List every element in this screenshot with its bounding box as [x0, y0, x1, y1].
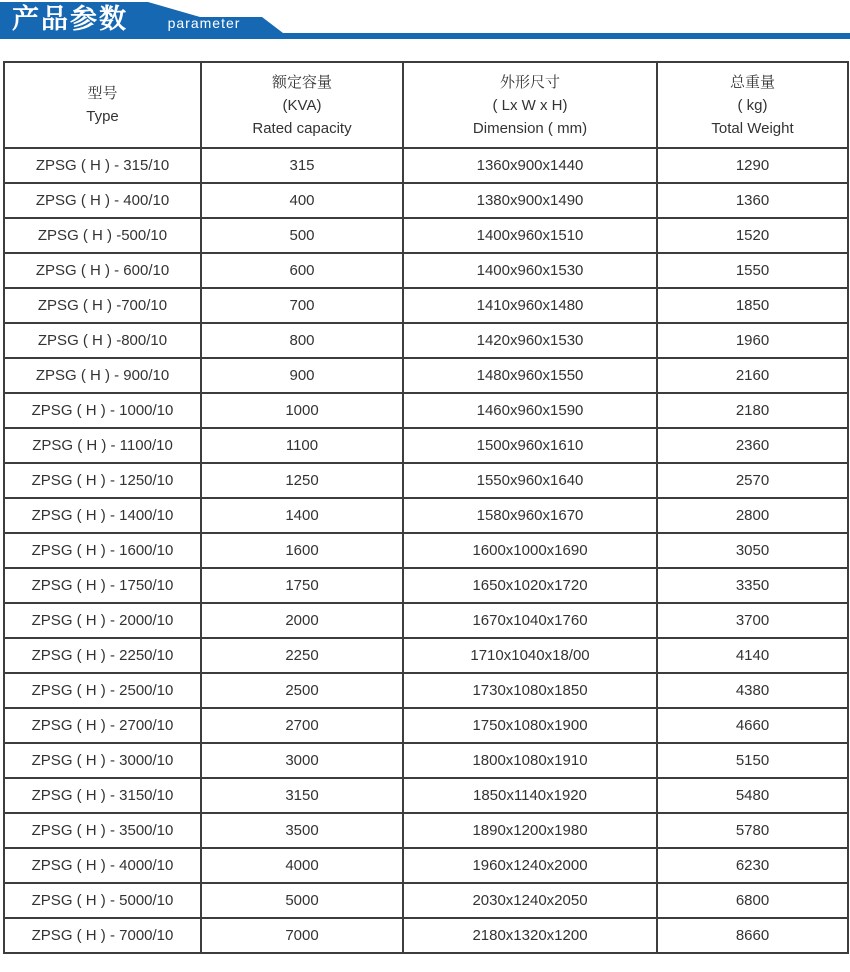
cell-model: ZPSG ( H ) - 4000/10 — [4, 848, 201, 883]
table-header — [4, 62, 848, 148]
cell-dimension: 1600x1000x1690 — [403, 533, 657, 568]
cell-weight: 1850 — [657, 288, 848, 323]
cell-dimension: 1890x1200x1980 — [403, 813, 657, 848]
cell-capacity: 5000 — [201, 883, 403, 918]
header-line: Dimension ( mm) — [472, 119, 588, 137]
cell-capacity: 800 — [201, 323, 403, 358]
cell-dimension: 1380x900x1490 — [403, 183, 657, 218]
cell-model: ZPSG ( H ) - 3000/10 — [4, 743, 201, 778]
cell-model: ZPSG ( H ) - 7000/10 — [4, 918, 201, 953]
section-header-banner — [0, 0, 850, 44]
column-header-weight — [657, 62, 848, 148]
cell-dimension: 1730x1080x1850 — [403, 673, 657, 708]
cell-weight: 1520 — [657, 218, 848, 253]
table-body — [4, 148, 848, 953]
cell-weight: 6800 — [657, 883, 848, 918]
table-row — [4, 148, 848, 183]
cell-model: ZPSG ( H ) - 3150/10 — [4, 778, 201, 813]
table-row — [4, 813, 848, 848]
cell-capacity: 1600 — [201, 533, 403, 568]
cell-capacity: 3000 — [201, 743, 403, 778]
cell-model: ZPSG ( H ) - 1000/10 — [4, 393, 201, 428]
cell-capacity: 600 — [201, 253, 403, 288]
header-line: Total Weight — [711, 119, 794, 137]
table-row — [4, 428, 848, 463]
cell-capacity: 700 — [201, 288, 403, 323]
section-subtitle: parameter — [167, 15, 241, 31]
header-line: Rated capacity — [252, 119, 352, 137]
cell-model: ZPSG ( H ) - 315/10 — [4, 148, 201, 183]
column-header-capacity — [201, 62, 403, 148]
cell-weight: 4660 — [657, 708, 848, 743]
cell-model: ZPSG ( H ) - 1250/10 — [4, 463, 201, 498]
cell-capacity: 900 — [201, 358, 403, 393]
cell-capacity: 2500 — [201, 673, 403, 708]
cell-dimension: 1710x1040x18/00 — [403, 638, 657, 673]
column-header-model — [4, 62, 201, 148]
table-row — [4, 183, 848, 218]
cell-model: ZPSG ( H ) - 2000/10 — [4, 603, 201, 638]
cell-weight: 1290 — [657, 148, 848, 183]
cell-weight: 2160 — [657, 358, 848, 393]
cell-dimension: 1650x1020x1720 — [403, 568, 657, 603]
cell-capacity: 7000 — [201, 918, 403, 953]
cell-model: ZPSG ( H ) - 1400/10 — [4, 498, 201, 533]
header-line: ( Lx W x H) — [492, 96, 568, 114]
table-row — [4, 673, 848, 708]
cell-model: ZPSG ( H ) - 1750/10 — [4, 568, 201, 603]
table-row — [4, 463, 848, 498]
cell-model: ZPSG ( H ) - 5000/10 — [4, 883, 201, 918]
cell-capacity: 1100 — [201, 428, 403, 463]
cell-model: ZPSG ( H ) - 600/10 — [4, 253, 201, 288]
cell-capacity: 1750 — [201, 568, 403, 603]
table-row — [4, 848, 848, 883]
cell-weight: 5150 — [657, 743, 848, 778]
table-row — [4, 393, 848, 428]
table-row — [4, 638, 848, 673]
cell-weight: 2800 — [657, 498, 848, 533]
header-line: ( kg) — [737, 96, 768, 114]
cell-weight: 8660 — [657, 918, 848, 953]
cell-weight: 1360 — [657, 183, 848, 218]
cell-dimension: 1460x960x1590 — [403, 393, 657, 428]
cell-weight: 2180 — [657, 393, 848, 428]
cell-dimension: 1580x960x1670 — [403, 498, 657, 533]
cell-dimension: 1670x1040x1760 — [403, 603, 657, 638]
cell-model: ZPSG ( H ) -700/10 — [4, 288, 201, 323]
table-row — [4, 533, 848, 568]
cell-dimension: 1500x960x1610 — [403, 428, 657, 463]
cell-dimension: 1800x1080x1910 — [403, 743, 657, 778]
cell-capacity: 2250 — [201, 638, 403, 673]
cell-dimension: 1480x960x1550 — [403, 358, 657, 393]
table-row — [4, 708, 848, 743]
cell-capacity: 1250 — [201, 463, 403, 498]
cell-weight: 6230 — [657, 848, 848, 883]
cell-dimension: 1960x1240x2000 — [403, 848, 657, 883]
cell-dimension: 1360x900x1440 — [403, 148, 657, 183]
cell-capacity: 2000 — [201, 603, 403, 638]
cell-model: ZPSG ( H ) - 2500/10 — [4, 673, 201, 708]
header-row — [4, 62, 848, 148]
cell-model: ZPSG ( H ) - 400/10 — [4, 183, 201, 218]
table-row — [4, 743, 848, 778]
header-line: 型号 — [87, 85, 118, 102]
cell-capacity: 315 — [201, 148, 403, 183]
cell-weight: 2360 — [657, 428, 848, 463]
cell-dimension: 1420x960x1530 — [403, 323, 657, 358]
cell-dimension: 1750x1080x1900 — [403, 708, 657, 743]
cell-dimension: 1400x960x1510 — [403, 218, 657, 253]
cell-capacity: 4000 — [201, 848, 403, 883]
cell-model: ZPSG ( H ) - 2250/10 — [4, 638, 201, 673]
cell-weight: 2570 — [657, 463, 848, 498]
cell-model: ZPSG ( H ) - 2700/10 — [4, 708, 201, 743]
cell-weight: 5780 — [657, 813, 848, 848]
cell-model: ZPSG ( H ) - 1100/10 — [4, 428, 201, 463]
cell-weight: 1550 — [657, 253, 848, 288]
cell-model: ZPSG ( H ) -500/10 — [4, 218, 201, 253]
cell-model: ZPSG ( H ) - 900/10 — [4, 358, 201, 393]
cell-dimension: 1850x1140x1920 — [403, 778, 657, 813]
cell-model: ZPSG ( H ) - 3500/10 — [4, 813, 201, 848]
header-line: 额定容量 — [271, 73, 332, 91]
cell-weight: 4140 — [657, 638, 848, 673]
cell-dimension: 1400x960x1530 — [403, 253, 657, 288]
table-row — [4, 778, 848, 813]
header-line: Type — [86, 108, 119, 125]
cell-weight: 3050 — [657, 533, 848, 568]
cell-capacity: 3500 — [201, 813, 403, 848]
parameters-table — [3, 61, 849, 954]
cell-weight: 3350 — [657, 568, 848, 603]
cell-capacity: 500 — [201, 218, 403, 253]
table-row — [4, 568, 848, 603]
cell-capacity: 1400 — [201, 498, 403, 533]
cell-weight: 3700 — [657, 603, 848, 638]
cell-dimension: 1410x960x1480 — [403, 288, 657, 323]
cell-capacity: 2700 — [201, 708, 403, 743]
table-row — [4, 253, 848, 288]
column-header-dimension — [403, 62, 657, 148]
cell-weight: 1960 — [657, 323, 848, 358]
table-row — [4, 358, 848, 393]
header-line: 外形尺寸 — [499, 73, 560, 91]
cell-dimension: 1550x960x1640 — [403, 463, 657, 498]
section-title: 产品参数 — [12, 4, 128, 34]
table-row — [4, 288, 848, 323]
header-line: 总重量 — [729, 73, 775, 91]
table-row — [4, 218, 848, 253]
cell-weight: 4380 — [657, 673, 848, 708]
cell-dimension: 2180x1320x1200 — [403, 918, 657, 953]
table-row — [4, 323, 848, 358]
cell-model: ZPSG ( H ) - 1600/10 — [4, 533, 201, 568]
cell-model: ZPSG ( H ) -800/10 — [4, 323, 201, 358]
table-row — [4, 498, 848, 533]
cell-capacity: 3150 — [201, 778, 403, 813]
table-row — [4, 883, 848, 918]
cell-capacity: 400 — [201, 183, 403, 218]
header-line: (KVA) — [282, 96, 322, 114]
table-row — [4, 918, 848, 953]
cell-weight: 5480 — [657, 778, 848, 813]
cell-dimension: 2030x1240x2050 — [403, 883, 657, 918]
table-row — [4, 603, 848, 638]
cell-capacity: 1000 — [201, 393, 403, 428]
